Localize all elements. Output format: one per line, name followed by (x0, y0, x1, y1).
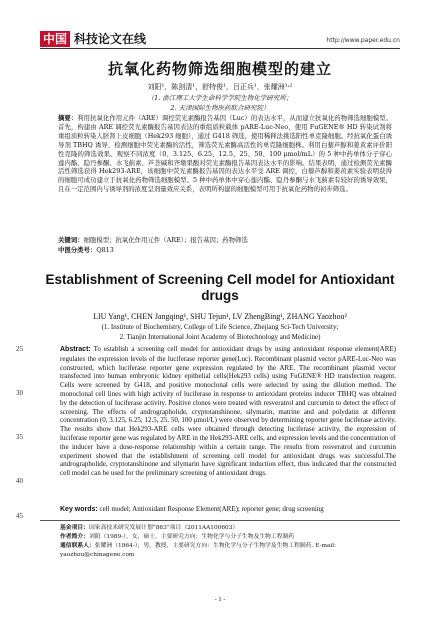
chinese-affiliation-1: （1. 浙江理工大学生命科学学院生物化学研究所； (147, 94, 293, 102)
correspondence-label: 通信联系人： (60, 543, 95, 549)
english-title: Establishment of Screening Cell model for Antioxidant drugs (45, 272, 395, 303)
english-keywords-text: cell model; Antioxidant Response Element(ARE); reporter gene; drug screening (99, 505, 324, 513)
chinese-keywords-label: 关键词： (58, 236, 84, 244)
classification-label: 中图分类号： (58, 246, 97, 254)
site-url[interactable]: http://www.paper.edu.cn (326, 37, 400, 44)
line-number: 30 (16, 389, 23, 397)
author-note-text: 刘阳（1989-），女，硕士，主要研究方向：生物化学与分子生物及生物工程制药 (89, 534, 295, 540)
english-keywords (60, 505, 396, 513)
chinese-title: 抗氧化药物筛选细胞模型的建立 (107, 60, 332, 78)
logo-text: 科技论文在线 (74, 32, 147, 46)
site-logo[interactable] (40, 30, 146, 47)
line-number: 35 (16, 433, 23, 441)
funding-text: 国家高技术研究发展计划“863”项目（2011AA100603） (89, 525, 239, 531)
footnote-rule (40, 520, 400, 521)
chinese-authors: 刘阳¹，陈剑清¹，舒特俊¹，吕正兵¹，张耀洲¹˒² (147, 83, 293, 91)
classification-value: Q813 (96, 246, 114, 254)
correspondence-text: 张耀洲（1964-），男，教授，主要研究方向：生物化学与分子生物学及生物工程制药. E-mail: yaozhou@chinagene.com (60, 543, 337, 558)
english-affiliation-2: 2. Tianjin International Joint Academy of Biotechnology and Medicine) (119, 333, 321, 341)
english-affiliation-1: (1. Institute of Biochemistry, College of Life Science, Zhejiang Sci-Tech University; (101, 323, 339, 331)
english-keywords-label: Key words: (60, 506, 98, 513)
line-number: 25 (16, 345, 23, 353)
header-rule (40, 48, 400, 49)
chinese-abstract-text: 利用抗氧化作用元件（ARE）调控荧光素酶报告基因（Luc）的表达水平，从而建立抗氧化药物筛选细胞模型。首先，构建由 ARE 调控荧光素酶报告基因表达的重组质粒载体 pARE-Luc-Neo，使用 FuGENE® HD 转染试剂将重组质粒转染人胚肾上皮细胞（Hek293 细胞），通过 G418 筛选，使用稀释法挑选阳性单克隆细胞。经抗氧化蛋白诱导剂 TBHQ 诱导，检测细胞中荧光素酶的活性，筛选荧光素酶高活性的单克隆细胞株。利用白藜芦醇和姜黄素评价阳性克隆的筛选效果。观察不同浓度（0、3.125、6.25、12.5、25、50、100 μmol/mL）的 5 种中药单体分子穿心莲内酯、隐丹参酮、水飞蓟素、芦荟碱和齐墩果酸对荧光素酶报告基因表达水平的影响。结果表明，通过检测荧光素酶活性筛选获得 Hek293-ARE，该细胞中荧光素酶报告基因的表达水平受 ARE 调控，白藜芦醇和姜黄素实验表明获得的细胞可成功建立于抗氧化药物筛选细胞模型。5 种中药单体中穿心莲内酯、隐丹参酮与水飞蓟素有较好的诱导效果，且在一定范围内与诱导剂的浓度呈剂量效应关系，表明所构建的细胞模型可用于抗氧化药物的初步筛选。 (58, 114, 393, 194)
page-number: - 1 - (214, 596, 226, 603)
chinese-abstract-label: 摘要： (58, 114, 78, 122)
line-number: 40 (16, 477, 23, 485)
chinese-affiliation-2: 2. 天津国际生物医药联合研究院） (170, 104, 270, 112)
author-note-label: 作者简介： (60, 534, 89, 540)
correspondence-note (60, 542, 396, 560)
english-abstract-label: Abstract: (60, 346, 91, 353)
author-note (60, 533, 396, 542)
page-header (0, 0, 440, 44)
logo-box: 中国 (40, 31, 70, 47)
footnotes (60, 524, 396, 560)
english-authors: LIU Yang¹, CHEN Jangqing¹, SHU Tejun¹, LV ZhengBing¹, ZHANG Yaozhou² (93, 312, 347, 321)
line-number: 45 (16, 512, 23, 520)
funding-note (60, 524, 396, 533)
funding-label: 基金项目： (60, 525, 89, 531)
chinese-keywords-text: 细胞模型；抗氧化作用元件（ARE）；报告基因；药物筛选 (83, 236, 248, 244)
chinese-abstract (58, 114, 392, 194)
english-abstract (60, 345, 396, 478)
classification-number (58, 245, 392, 254)
chinese-keywords (58, 235, 392, 244)
english-abstract-text: To establish a screening cell model for antioxidant drugs by using antioxidant response element(ARE) regulates the expression levels of the luciferase reporter gene(Luc). Recombinant plasmid vector pARE-Luc-Neo was constructed, which luciferase reporter gene expression regulated by the ARE. The recombinant plasmid vector transfected into human embryonic kidney epithelial cells(Hek293 cells) using FuGENE® HD transfection reagent. Cells were screened by G418, and positive monoclonal cells were selected by using the dilution method. The monoclonal cell lines with high activity of luciferase in response to antioxidant proteins inducer TBHQ was obtained by the detection of luciferase activity. Positive clones were treated with resveratrol and curcumin to detect the effect of screening. The effects of andrographolide, cryptotanshinone, silymarin, matrine and and polydatin at different concentration (0, 3.125, 6.25, 12.5, 25, 50, 100 μmol/L) were observed by determining reporter gene luciferase activity. The results show that Hek293-ARE cells were obtained through detecting luciferase activity, the expression of luciferase reporter gene was regulated by ARE in the Hek293-ARE cells, and expression levels and the concentration of the inducer have a dose-response relationship within a certain range. The results from resveratrol and curcumin experiment showed that the establishment of screening cell model for antioxidant drugs was successful.The andrographolide, cryptotanshinone and silymarin have significant induction effect, thus indicated that the constructed cell model can be used for the preliminary screening of antioxidant drugs. (60, 345, 397, 478)
